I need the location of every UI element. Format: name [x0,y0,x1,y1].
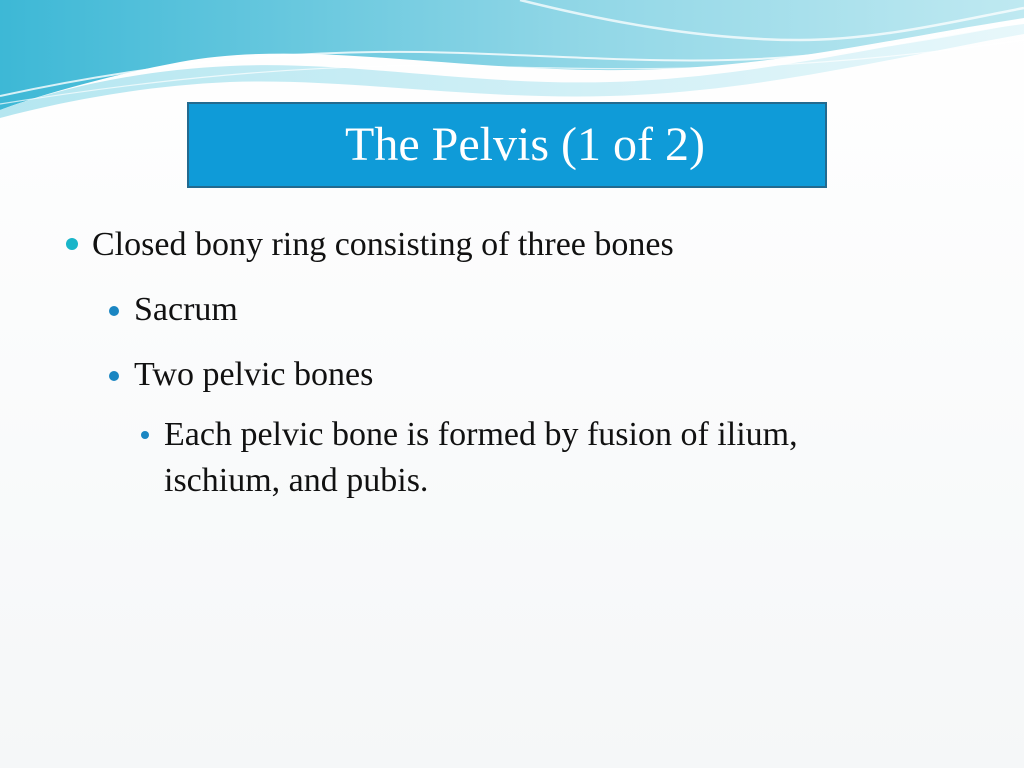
bullet-level2: Sacrum [134,291,238,328]
bullet-dot-level3 [141,431,149,439]
bullet-level3-line: ischium, and pubis. [164,462,429,499]
bullet-level3-line: Each pelvic bone is formed by fusion of ilium, [164,416,798,453]
bullet-level2: Two pelvic bones [134,356,374,393]
bullet-dot-level1 [66,238,78,250]
slide-title: The Pelvis (1 of 2) [345,118,705,171]
bullet-level1: Closed bony ring consisting of three bones [92,226,674,263]
bullet-dot-level2 [109,371,119,381]
bullet-dot-level2 [109,306,119,316]
